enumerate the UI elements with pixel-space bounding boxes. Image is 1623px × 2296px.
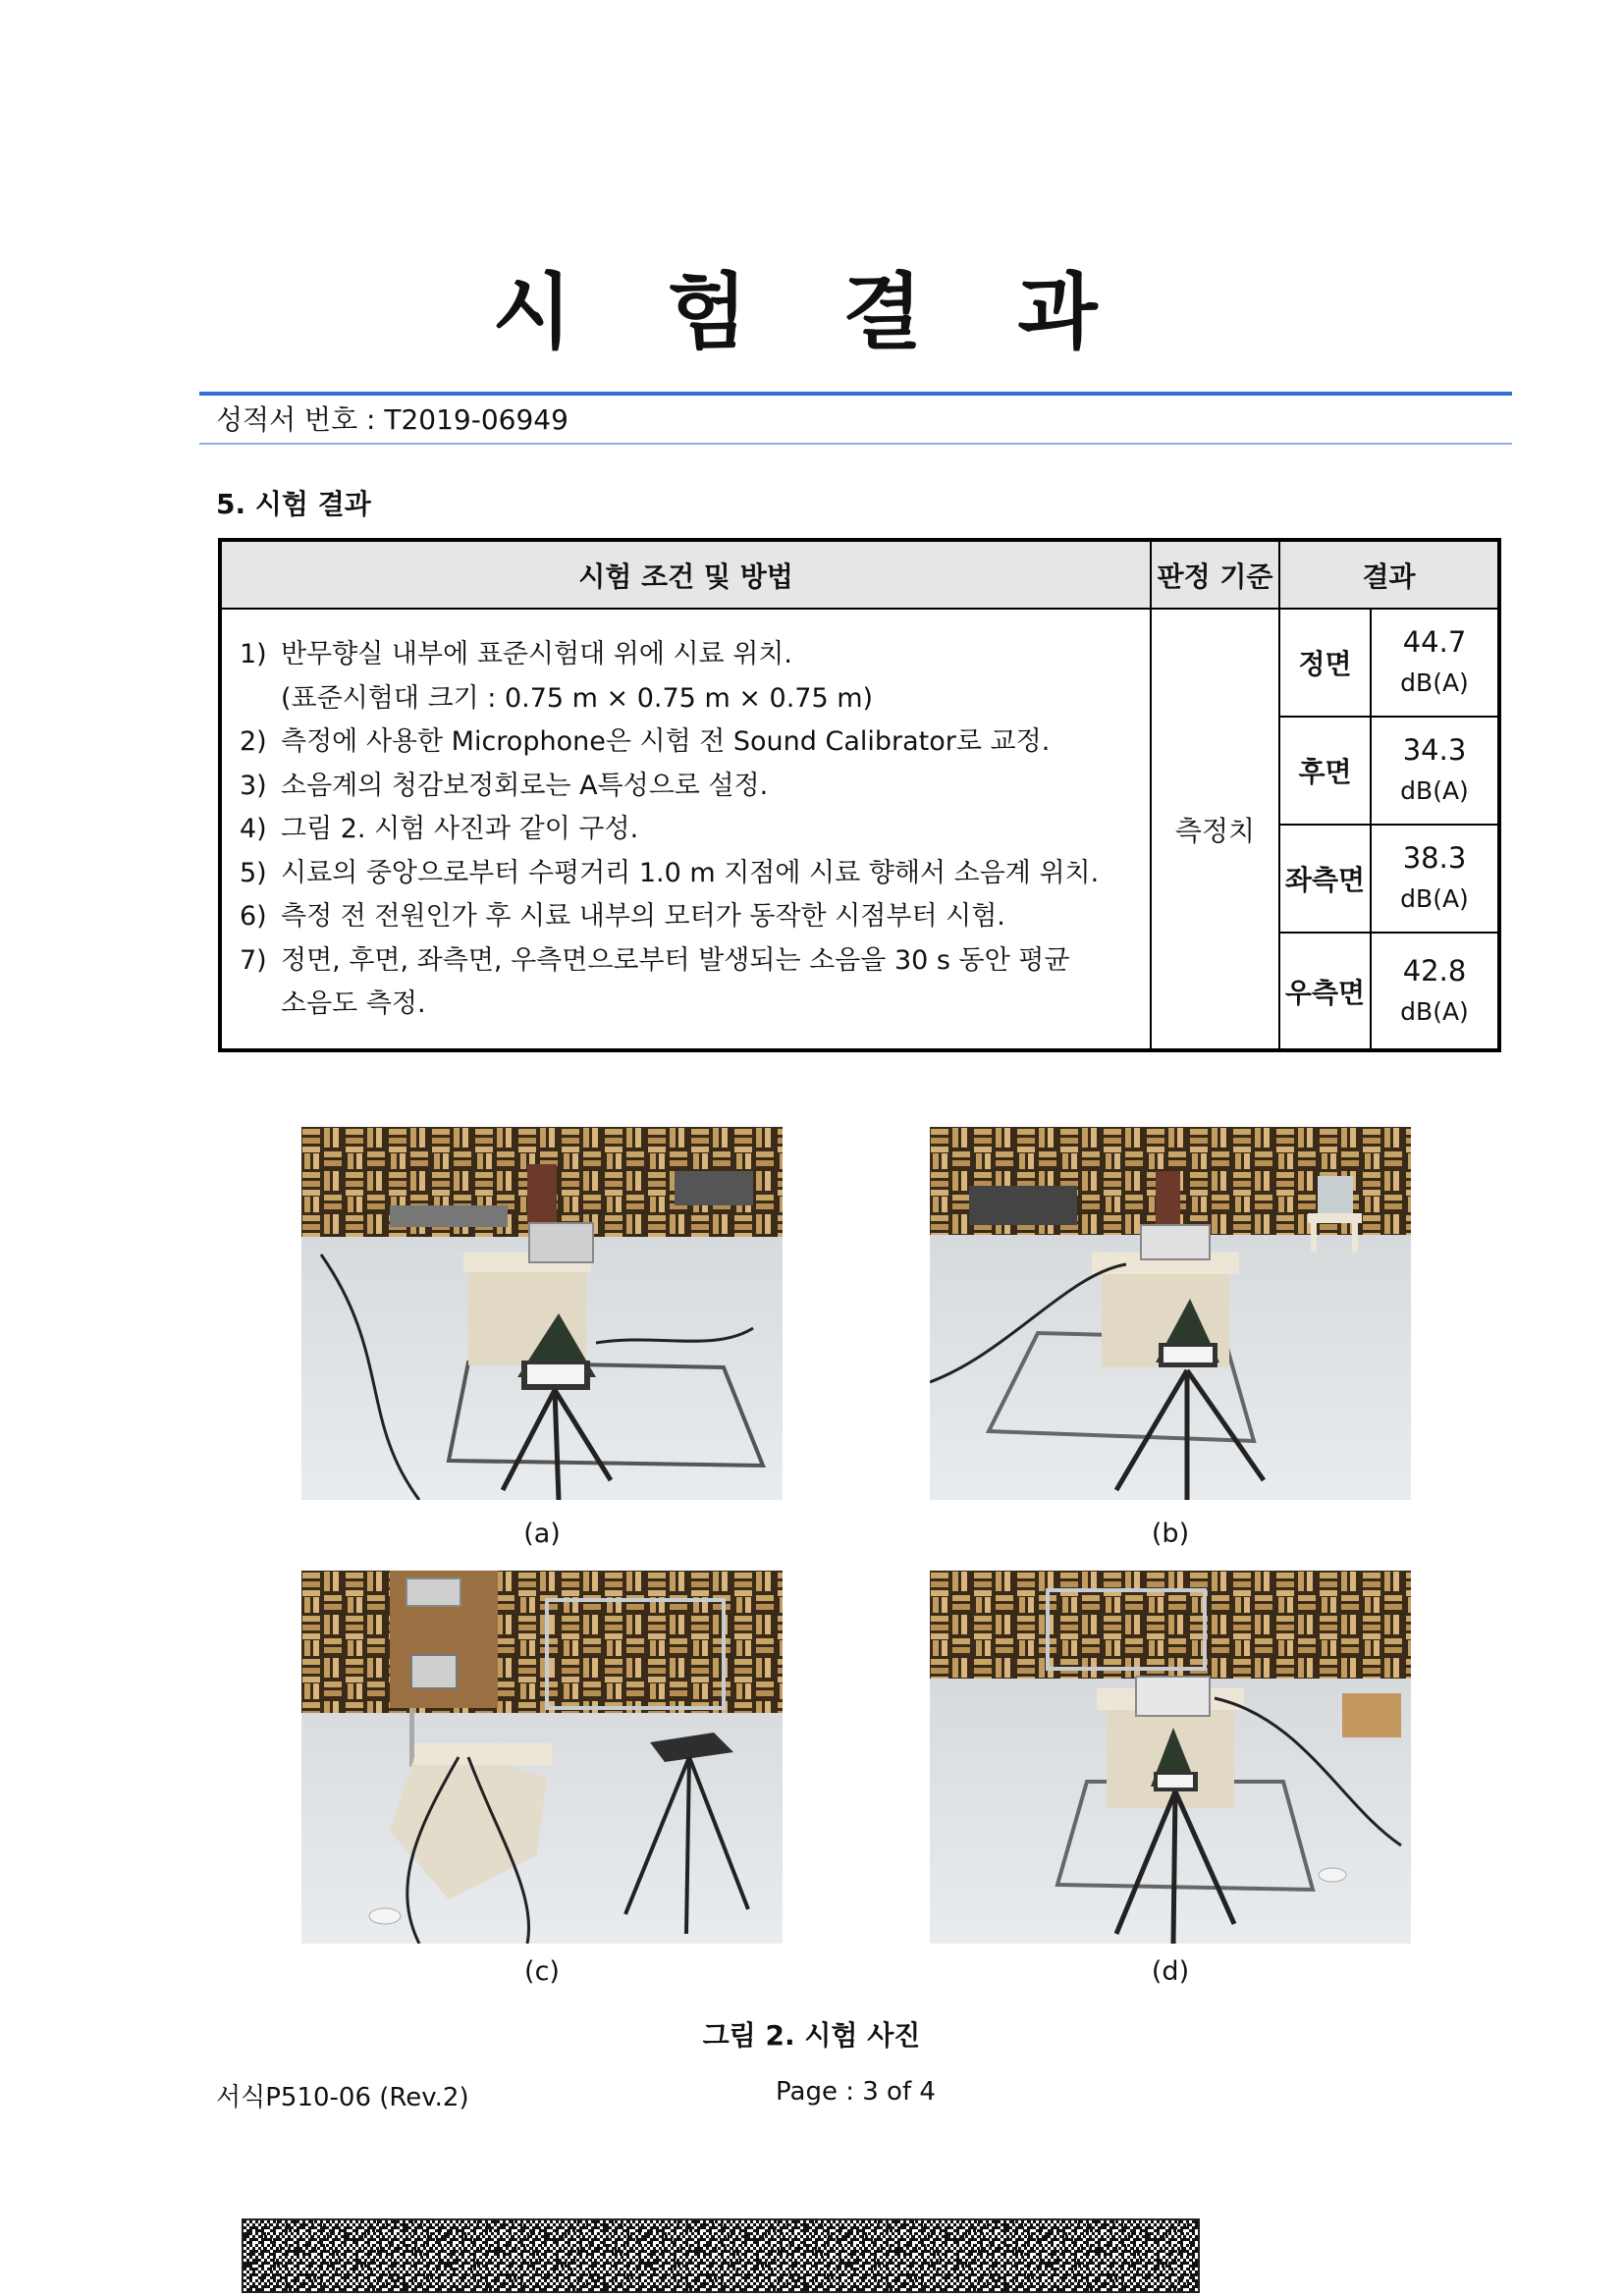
result-unit: dB(A) [1400,884,1469,913]
condition-row [240,677,1150,721]
photo-caption-a: (a) [523,1519,561,1549]
condition-text: (표준시험대 크기 : 0.75 m × 0.75 m × 0.75 m) [281,682,874,714]
condition-text: 측정에 사용한 Microphone은 시험 전 Sound Calibrator로 교정. [281,726,1051,757]
result-label-right: 우측면 [1280,934,1372,1048]
result-label-left: 좌측면 [1280,826,1372,932]
header-criterion: 판정 기준 [1152,542,1280,608]
condition-row [240,939,1150,984]
photo-c [301,1571,783,1944]
result-value-rear [1372,718,1497,824]
condition-number: 4) [240,814,267,844]
condition-number [240,677,281,721]
condition-row [240,852,1150,896]
footer-page-number: Page : 3 of 4 [776,2077,936,2107]
result-table [218,538,1501,1052]
condition-text: 정면, 후면, 좌측면, 우측면으로부터 발생되는 소음을 30 s 동안 평균 [281,944,1070,976]
result-number: 44.7 [1402,625,1467,659]
photo-caption-b: (b) [1151,1519,1190,1549]
condition-row [240,765,1150,809]
condition-row [240,633,1150,677]
criterion-cell: 측정치 [1152,610,1280,1048]
header-result: 결과 [1280,542,1497,608]
header-conditions: 시험 조건 및 방법 [222,542,1152,608]
condition-row [240,895,1150,939]
result-number: 34.3 [1402,733,1467,767]
result-value-left [1372,826,1497,932]
condition-row [240,983,1150,1027]
report-number: 성적서 번호 : T2019-06949 [216,403,568,436]
photo-caption-d: (d) [1151,1956,1190,1987]
photo-caption-c: (c) [524,1956,560,1987]
condition-number: 2) [240,726,267,757]
condition-text: 소음계의 청감보정회로는 A특성으로 설정. [281,770,769,801]
condition-text: 그림 2. 시험 사진과 같이 구성. [281,814,639,844]
header-rule-bottom [199,443,1512,445]
condition-row [240,808,1150,852]
condition-text: 반무향실 내부에 표준시험대 위에 시료 위치. [281,639,792,669]
photo-d [930,1571,1411,1944]
condition-number: 6) [240,901,267,932]
result-number: 38.3 [1402,841,1467,875]
result-number: 42.8 [1402,953,1467,988]
condition-number: 1) [240,639,267,669]
condition-text: 측정 전 전원인가 후 시료 내부의 모터가 동작한 시점부터 시험. [281,901,1005,932]
result-label-front: 정면 [1280,610,1372,716]
result-label-rear: 후면 [1280,718,1372,824]
figure-title: 그림 2. 시험 사진 [702,2019,921,2052]
condition-number: 7) [240,944,267,976]
footer-form-number: 서식P510-06 (Rev.2) [216,2083,469,2112]
conditions-cell [222,610,1152,1048]
result-value-right [1372,934,1497,1048]
section-title: 5. 시험 결과 [216,488,371,520]
result-value-front [1372,610,1497,716]
condition-number [240,983,281,1027]
condition-number: 5) [240,857,267,888]
result-unit: dB(A) [1400,668,1469,697]
condition-text: 시료의 중앙으로부터 수평거리 1.0 m 지점에 시료 향해서 소음계 위치. [281,857,1100,888]
condition-number: 3) [240,770,267,801]
photo-a [301,1127,783,1500]
result-unit: dB(A) [1400,996,1469,1026]
document-title: 시 험 결 과 [492,264,1131,360]
photo-b [930,1127,1411,1500]
header-rule-top [199,392,1512,396]
security-code [242,2218,1200,2293]
condition-row [240,721,1150,765]
result-unit: dB(A) [1400,776,1469,805]
condition-text: 소음도 측정. [281,988,426,1019]
